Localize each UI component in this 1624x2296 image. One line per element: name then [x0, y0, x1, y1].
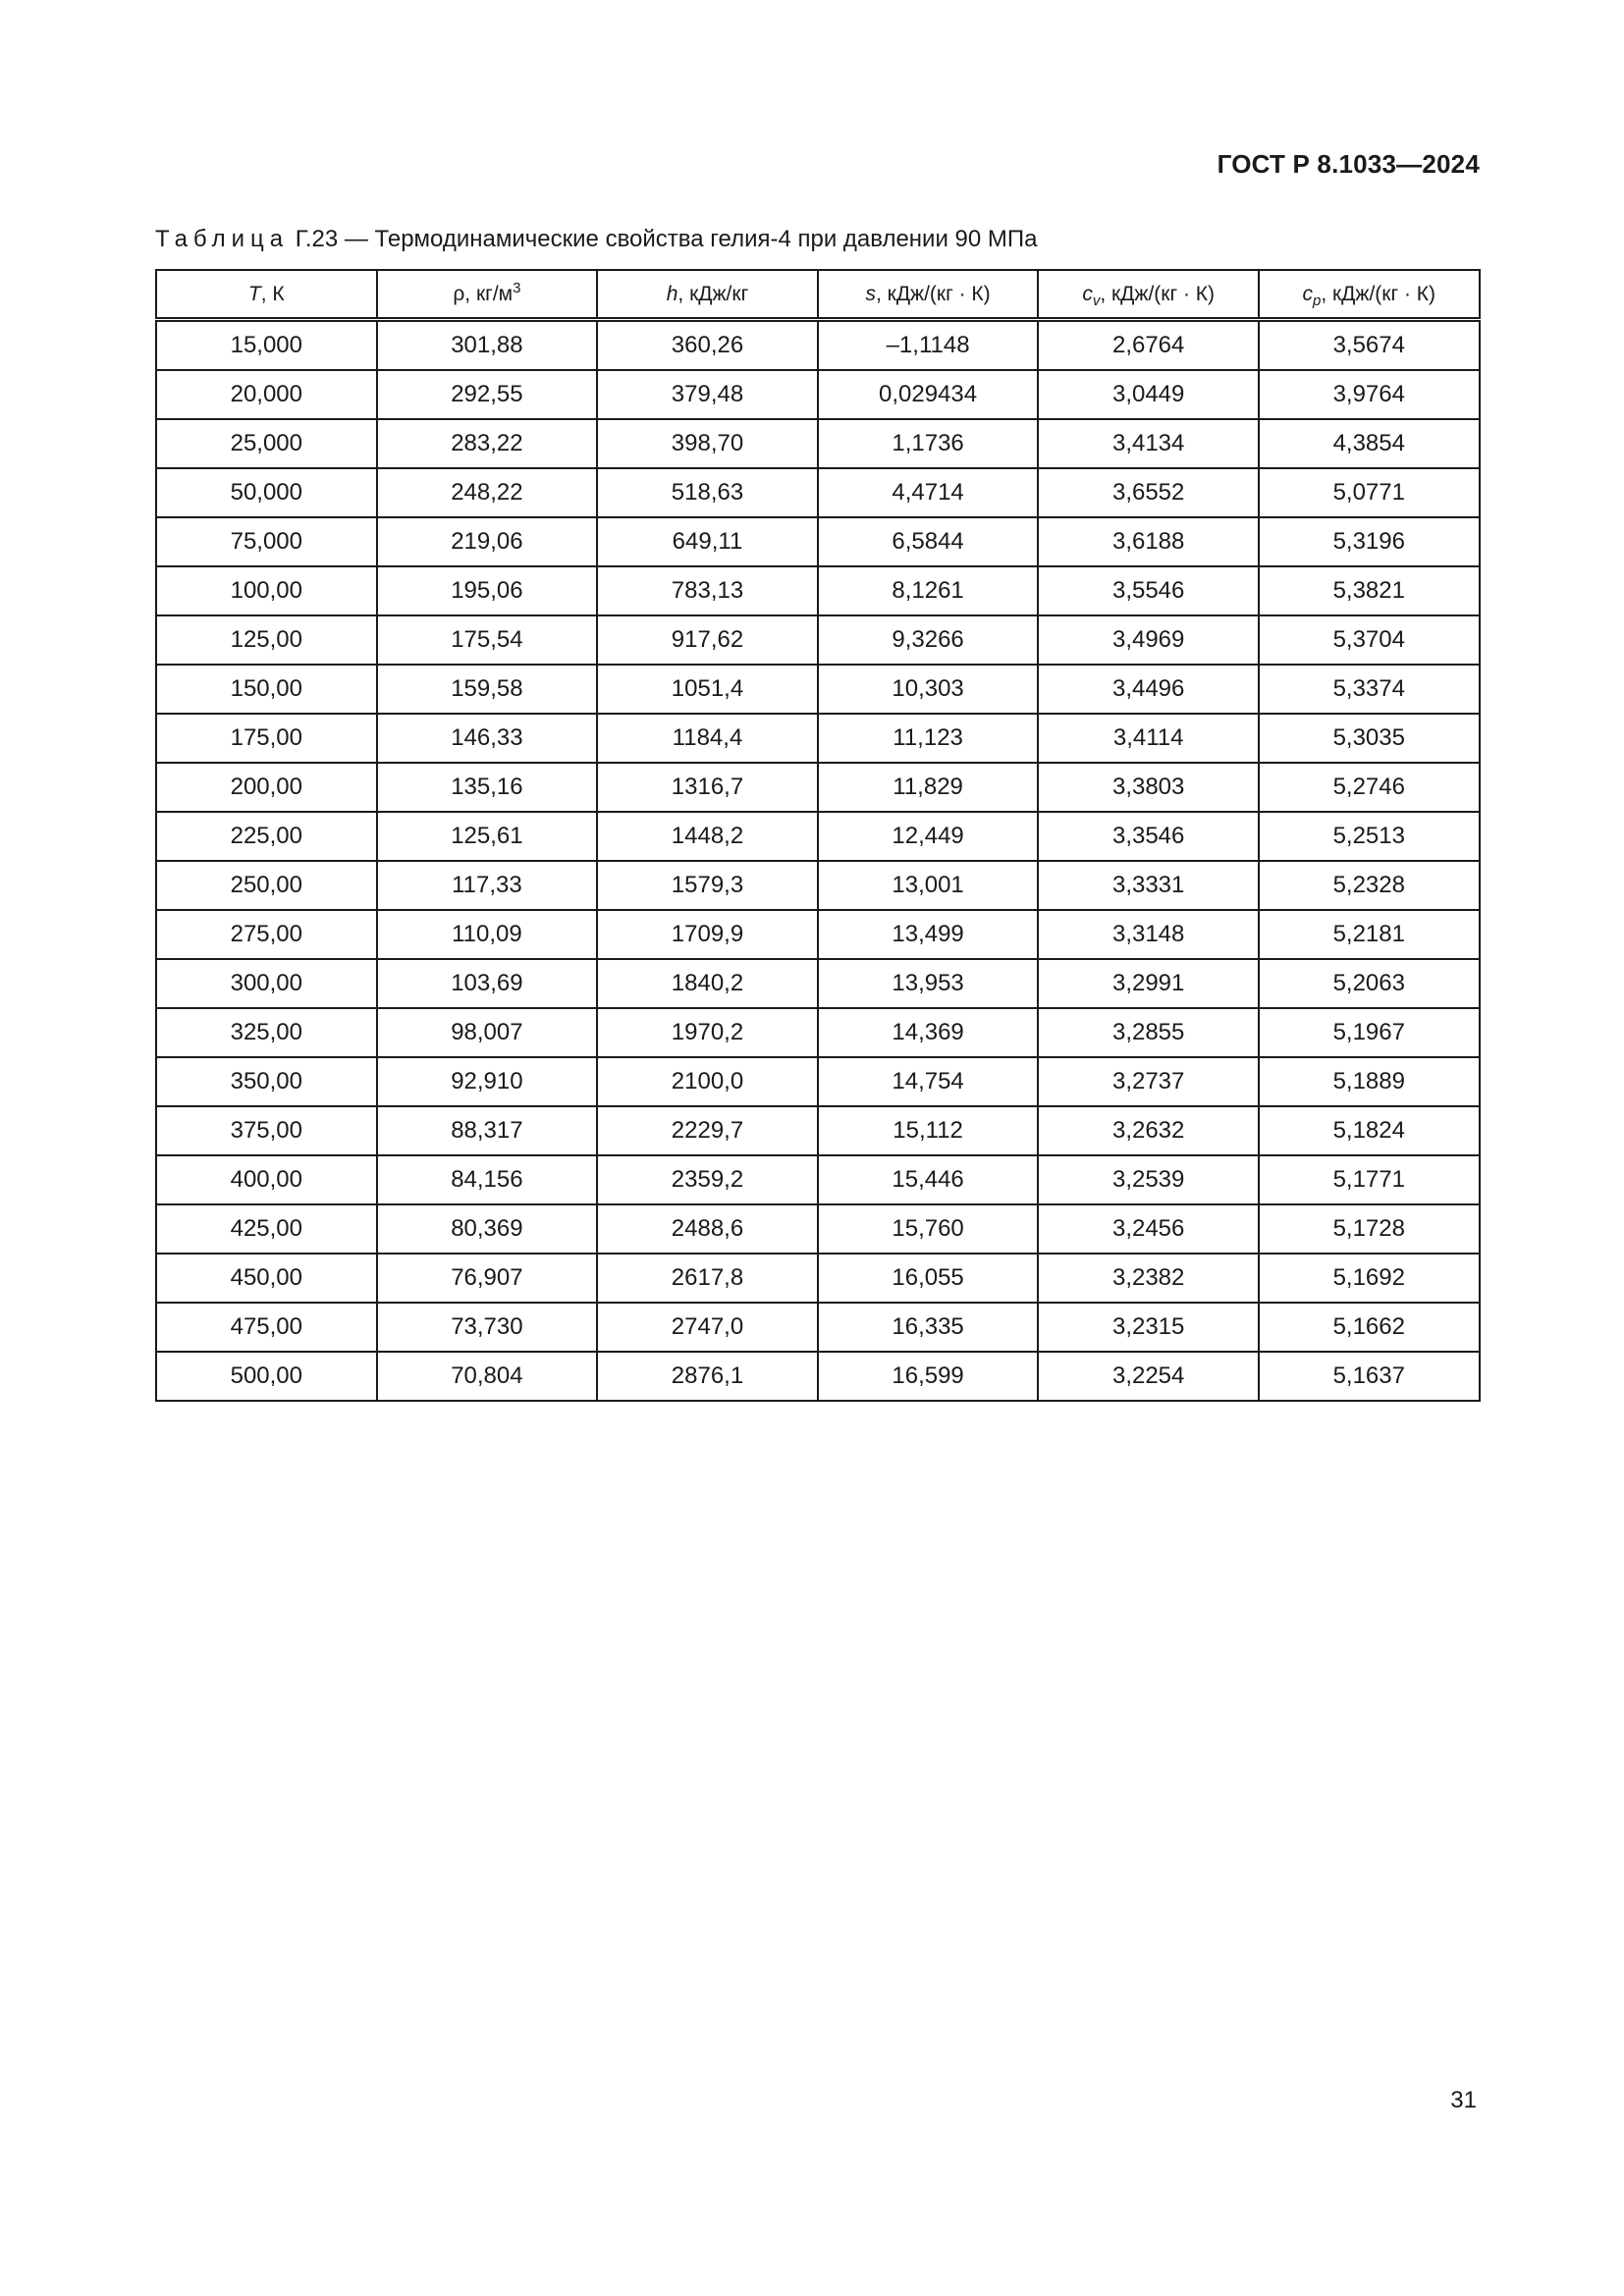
cell-cp: 5,1967 [1259, 1008, 1480, 1057]
cell-density: 103,69 [377, 959, 598, 1008]
cell-cv: 3,4496 [1038, 665, 1259, 714]
cell-cp: 5,2746 [1259, 763, 1480, 812]
cell-density: 117,33 [377, 861, 598, 910]
cell-cv: 3,3148 [1038, 910, 1259, 959]
cell-cp: 5,2328 [1259, 861, 1480, 910]
cell-temperature: 375,00 [156, 1106, 377, 1155]
cell-cp: 5,1824 [1259, 1106, 1480, 1155]
cell-cp: 4,3854 [1259, 419, 1480, 468]
cell-density: 84,156 [377, 1155, 598, 1204]
cell-density: 195,06 [377, 566, 598, 615]
cell-density: 98,007 [377, 1008, 598, 1057]
table-row [156, 861, 1480, 910]
page-number: 31 [1450, 2087, 1477, 2113]
cell-entropy: 13,499 [818, 910, 1039, 959]
cell-cp: 5,1728 [1259, 1204, 1480, 1254]
cell-cv: 3,2991 [1038, 959, 1259, 1008]
cell-enthalpy: 1840,2 [597, 959, 818, 1008]
cell-cv: 3,2315 [1038, 1303, 1259, 1352]
cell-entropy: 11,829 [818, 763, 1039, 812]
cell-density: 175,54 [377, 615, 598, 665]
table-row [156, 615, 1480, 665]
cell-cv: 3,3546 [1038, 812, 1259, 861]
cell-enthalpy: 2876,1 [597, 1352, 818, 1401]
cell-cv: 3,4969 [1038, 615, 1259, 665]
cell-entropy: 4,4714 [818, 468, 1039, 517]
cell-temperature: 125,00 [156, 615, 377, 665]
table-header-row [156, 270, 1480, 320]
document-code: ГОСТ Р 8.1033—2024 [1217, 149, 1480, 179]
cell-temperature: 20,000 [156, 370, 377, 419]
column-header-density: ρ, $кг/м^3$ [377, 270, 598, 320]
cell-cp: 3,5674 [1259, 320, 1480, 371]
cell-density: 283,22 [377, 419, 598, 468]
cell-cp: 5,3374 [1259, 665, 1480, 714]
cell-entropy: 13,953 [818, 959, 1039, 1008]
cell-entropy: 9,3266 [818, 615, 1039, 665]
table-row [156, 763, 1480, 812]
table-row [156, 1204, 1480, 1254]
cell-cv: 3,3803 [1038, 763, 1259, 812]
cell-entropy: 12,449 [818, 812, 1039, 861]
cell-cp: 5,2063 [1259, 959, 1480, 1008]
cell-enthalpy: 518,63 [597, 468, 818, 517]
cell-enthalpy: 2617,8 [597, 1254, 818, 1303]
cell-temperature: 225,00 [156, 812, 377, 861]
cell-temperature: 25,000 [156, 419, 377, 468]
cell-cp: 5,3704 [1259, 615, 1480, 665]
cell-density: 110,09 [377, 910, 598, 959]
cell-entropy: 16,335 [818, 1303, 1039, 1352]
cell-enthalpy: 2229,7 [597, 1106, 818, 1155]
table-caption [155, 226, 1038, 253]
cell-entropy: –1,1148 [818, 320, 1039, 371]
cell-cv: 3,3331 [1038, 861, 1259, 910]
cell-temperature: 350,00 [156, 1057, 377, 1106]
cell-density: 80,369 [377, 1204, 598, 1254]
cell-cp: 5,2513 [1259, 812, 1480, 861]
cell-density: 219,06 [377, 517, 598, 566]
column-header-temperature: T, К [156, 270, 377, 320]
cell-density: 76,907 [377, 1254, 598, 1303]
cell-temperature: 425,00 [156, 1204, 377, 1254]
cell-temperature: 200,00 [156, 763, 377, 812]
table-caption-label: Таблица [155, 226, 290, 252]
table-row [156, 1155, 1480, 1204]
cell-enthalpy: 783,13 [597, 566, 818, 615]
table-row [156, 1254, 1480, 1303]
cell-temperature: 175,00 [156, 714, 377, 763]
table-row [156, 959, 1480, 1008]
cell-entropy: 14,754 [818, 1057, 1039, 1106]
table-row [156, 468, 1480, 517]
cell-enthalpy: 1184,4 [597, 714, 818, 763]
table-row [156, 1008, 1480, 1057]
cell-cp: 5,1637 [1259, 1352, 1480, 1401]
cell-temperature: 450,00 [156, 1254, 377, 1303]
cell-density: 92,910 [377, 1057, 598, 1106]
cell-density: 73,730 [377, 1303, 598, 1352]
cell-temperature: 150,00 [156, 665, 377, 714]
cell-entropy: 11,123 [818, 714, 1039, 763]
cell-enthalpy: 917,62 [597, 615, 818, 665]
cell-cp: 3,9764 [1259, 370, 1480, 419]
cell-cv: 3,2254 [1038, 1352, 1259, 1401]
cell-entropy: 16,055 [818, 1254, 1039, 1303]
cell-cp: 5,3821 [1259, 566, 1480, 615]
cell-cp: 5,1662 [1259, 1303, 1480, 1352]
cell-cv: 3,2539 [1038, 1155, 1259, 1204]
cell-cv: 3,0449 [1038, 370, 1259, 419]
cell-enthalpy: 2747,0 [597, 1303, 818, 1352]
cell-entropy: 15,112 [818, 1106, 1039, 1155]
column-header-cp: $c_p$, кДж/(кг · К) [1259, 270, 1480, 320]
cell-entropy: 16,599 [818, 1352, 1039, 1401]
table-row [156, 566, 1480, 615]
cell-temperature: 500,00 [156, 1352, 377, 1401]
cell-cv: 3,4134 [1038, 419, 1259, 468]
cell-enthalpy: 2359,2 [597, 1155, 818, 1204]
cell-enthalpy: 649,11 [597, 517, 818, 566]
cell-temperature: 100,00 [156, 566, 377, 615]
cell-cv: 3,6552 [1038, 468, 1259, 517]
cell-enthalpy: 1051,4 [597, 665, 818, 714]
cell-density: 248,22 [377, 468, 598, 517]
column-header-cv: $c_v$, кДж/(кг · К) [1038, 270, 1259, 320]
table-row [156, 1303, 1480, 1352]
table-row [156, 714, 1480, 763]
table-row [156, 320, 1480, 371]
cell-density: 159,58 [377, 665, 598, 714]
cell-cp: 5,1771 [1259, 1155, 1480, 1204]
cell-entropy: 15,760 [818, 1204, 1039, 1254]
cell-enthalpy: 2488,6 [597, 1204, 818, 1254]
cell-cv: 3,2737 [1038, 1057, 1259, 1106]
cell-temperature: 325,00 [156, 1008, 377, 1057]
cell-cv: 3,2632 [1038, 1106, 1259, 1155]
cell-enthalpy: 379,48 [597, 370, 818, 419]
cell-enthalpy: 1448,2 [597, 812, 818, 861]
table-row [156, 1352, 1480, 1401]
table-row [156, 1106, 1480, 1155]
table-row [156, 910, 1480, 959]
cell-cp: 5,1889 [1259, 1057, 1480, 1106]
cell-density: 146,33 [377, 714, 598, 763]
cell-cp: 5,3196 [1259, 517, 1480, 566]
cell-enthalpy: 1970,2 [597, 1008, 818, 1057]
table-row [156, 665, 1480, 714]
cell-entropy: 13,001 [818, 861, 1039, 910]
cell-density: 88,317 [377, 1106, 598, 1155]
cell-density: 135,16 [377, 763, 598, 812]
cell-entropy: 14,369 [818, 1008, 1039, 1057]
cell-temperature: 275,00 [156, 910, 377, 959]
cell-density: 70,804 [377, 1352, 598, 1401]
cell-density: 125,61 [377, 812, 598, 861]
cell-cv: 3,2456 [1038, 1204, 1259, 1254]
cell-enthalpy: 1579,3 [597, 861, 818, 910]
cell-cv: 2,6764 [1038, 320, 1259, 371]
cell-enthalpy: 1709,9 [597, 910, 818, 959]
cell-temperature: 15,000 [156, 320, 377, 371]
table-caption-text: Г.23 — Термодинамические свойства гелия-4 при давлении 90 МПа [295, 226, 1038, 252]
cell-temperature: 50,000 [156, 468, 377, 517]
cell-cv: 3,5546 [1038, 566, 1259, 615]
cell-cp: 5,2181 [1259, 910, 1480, 959]
cell-cp: 5,3035 [1259, 714, 1480, 763]
column-header-enthalpy: h, кДж/кг [597, 270, 818, 320]
cell-cv: 3,6188 [1038, 517, 1259, 566]
cell-density: 292,55 [377, 370, 598, 419]
column-header-entropy: s, кДж/(кг · К) [818, 270, 1039, 320]
cell-temperature: 400,00 [156, 1155, 377, 1204]
cell-cp: 5,0771 [1259, 468, 1480, 517]
cell-enthalpy: 360,26 [597, 320, 818, 371]
cell-cp: 5,1692 [1259, 1254, 1480, 1303]
cell-density: 301,88 [377, 320, 598, 371]
cell-entropy: 0,029434 [818, 370, 1039, 419]
table-row [156, 517, 1480, 566]
table-row [156, 419, 1480, 468]
cell-entropy: 10,303 [818, 665, 1039, 714]
cell-enthalpy: 1316,7 [597, 763, 818, 812]
table-row [156, 370, 1480, 419]
table-row [156, 812, 1480, 861]
cell-entropy: 6,5844 [818, 517, 1039, 566]
cell-temperature: 475,00 [156, 1303, 377, 1352]
cell-entropy: 1,1736 [818, 419, 1039, 468]
cell-temperature: 300,00 [156, 959, 377, 1008]
table-row [156, 1057, 1480, 1106]
cell-temperature: 250,00 [156, 861, 377, 910]
cell-cv: 3,2855 [1038, 1008, 1259, 1057]
cell-entropy: 8,1261 [818, 566, 1039, 615]
thermo-properties-table [155, 269, 1481, 1402]
cell-temperature: 75,000 [156, 517, 377, 566]
cell-enthalpy: 2100,0 [597, 1057, 818, 1106]
cell-enthalpy: 398,70 [597, 419, 818, 468]
table-body [156, 320, 1480, 1402]
cell-entropy: 15,446 [818, 1155, 1039, 1204]
cell-cv: 3,2382 [1038, 1254, 1259, 1303]
cell-cv: 3,4114 [1038, 714, 1259, 763]
